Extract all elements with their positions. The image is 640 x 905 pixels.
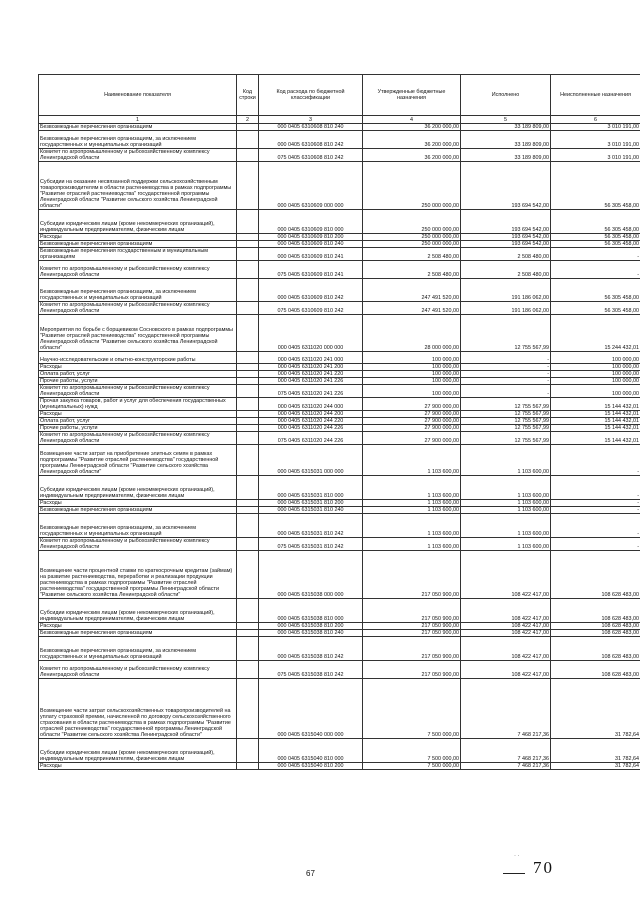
row-approved: 1 103 600,00 <box>363 445 461 476</box>
row-unexecuted: 108 628 483,00 <box>551 551 640 599</box>
row-unexecuted: - <box>551 507 640 514</box>
row-budget-code: 000 0405 6311020 241 226 <box>259 378 363 385</box>
row-code-cell <box>237 623 259 630</box>
row-code-cell <box>237 432 259 445</box>
table-row <box>39 551 640 599</box>
table-row <box>39 637 640 661</box>
row-code-cell <box>237 637 259 661</box>
row-budget-code: 000 0405 6311020 241 000 <box>259 352 363 364</box>
row-name: Безвозмездные перечисления организациям <box>39 241 237 248</box>
row-code-cell <box>237 248 259 261</box>
row-executed: 12 755 567,99 <box>461 398 551 411</box>
footer-dash <box>503 873 525 874</box>
row-code-cell <box>237 679 259 739</box>
row-executed: 12 755 567,99 <box>461 432 551 445</box>
budget-execution-table <box>38 74 640 770</box>
table-row <box>39 679 640 739</box>
row-unexecuted: 100 000,00 <box>551 378 640 385</box>
table-row <box>39 302 640 315</box>
row-approved: 250 000 000,00 <box>363 241 461 248</box>
row-name: Прочие работы, услуги <box>39 425 237 432</box>
row-approved: 27 900 000,00 <box>363 411 461 418</box>
row-budget-code: 075 0405 6310608 810 242 <box>259 149 363 162</box>
row-approved: 36 200 000,00 <box>363 149 461 162</box>
row-budget-code: 000 0405 6315031 810 240 <box>259 507 363 514</box>
row-budget-code: 000 0405 6310609 810 241 <box>259 248 363 261</box>
scan-specks: · · <box>514 853 520 859</box>
handwritten-sheet-number: 70 <box>533 858 554 877</box>
row-approved: 36 200 000,00 <box>363 124 461 131</box>
row-executed: 1 103 600,00 <box>461 476 551 500</box>
row-unexecuted: 100 000,00 <box>551 364 640 371</box>
row-approved: 100 000,00 <box>363 378 461 385</box>
table-row <box>39 599 640 623</box>
row-name: Научно-исследовательские и опытно-конструкторские работы <box>39 352 237 364</box>
row-code-cell <box>237 378 259 385</box>
row-executed: 191 186 062,00 <box>461 279 551 302</box>
row-code-cell <box>237 599 259 623</box>
row-unexecuted: 3 010 191,00 <box>551 149 640 162</box>
table-row <box>39 763 640 770</box>
row-name: Безвозмездные перечисления организациям, за исключением государственных и муниципальных организаций <box>39 637 237 661</box>
row-unexecuted: 108 628 483,00 <box>551 599 640 623</box>
table-row <box>39 661 640 679</box>
table-row <box>39 445 640 476</box>
table-row <box>39 500 640 507</box>
row-unexecuted: - <box>551 514 640 538</box>
row-executed: 1 103 600,00 <box>461 507 551 514</box>
header-row-code: Код строки <box>237 75 259 116</box>
row-executed: 2 508 480,00 <box>461 261 551 279</box>
row-name: Комитет по агропромышленному и рыбохозяйственному комплексу Ленинградской области <box>39 432 237 445</box>
table-row <box>39 385 640 398</box>
row-unexecuted: 15 144 432,01 <box>551 418 640 425</box>
row-approved: 247 491 520,00 <box>363 302 461 315</box>
row-code-cell <box>237 418 259 425</box>
row-approved: 7 500 000,00 <box>363 739 461 763</box>
row-unexecuted: 3 010 191,00 <box>551 124 640 131</box>
row-executed: 33 189 809,00 <box>461 124 551 131</box>
row-executed: 108 422 417,00 <box>461 637 551 661</box>
row-name: Субсидии юридическим лицам (кроме некоммерческих организаций), индивидуальным предпринимателям, физическим лицам <box>39 476 237 500</box>
row-executed: 12 755 567,99 <box>461 411 551 418</box>
row-executed: 108 422 417,00 <box>461 630 551 637</box>
row-budget-code: 000 0405 6315038 810 240 <box>259 630 363 637</box>
row-budget-code: 000 0405 6311020 244 226 <box>259 425 363 432</box>
row-code-cell <box>237 514 259 538</box>
row-budget-code: 000 0405 6310609 810 242 <box>259 279 363 302</box>
row-executed: 193 694 542,00 <box>461 162 551 210</box>
row-approved: 217 050 900,00 <box>363 623 461 630</box>
row-executed: 1 103 600,00 <box>461 500 551 507</box>
row-unexecuted: 108 628 483,00 <box>551 637 640 661</box>
row-approved: 247 491 520,00 <box>363 279 461 302</box>
row-budget-code: 000 0405 6310608 810 242 <box>259 131 363 149</box>
row-approved: 250 000 000,00 <box>363 162 461 210</box>
row-budget-code: 000 0405 6315040 000 000 <box>259 679 363 739</box>
row-name: Безвозмездные перечисления организациям, за исключением государственных и муниципальных организаций <box>39 514 237 538</box>
row-budget-code: 000 0405 6315031 000 000 <box>259 445 363 476</box>
row-unexecuted: 56 305 458,00 <box>551 279 640 302</box>
row-unexecuted: 15 144 432,01 <box>551 398 640 411</box>
row-executed: - <box>461 371 551 378</box>
row-unexecuted: 100 000,00 <box>551 371 640 378</box>
row-unexecuted: 56 305 458,00 <box>551 210 640 234</box>
row-approved: 7 500 000,00 <box>363 763 461 770</box>
table-row <box>39 739 640 763</box>
row-unexecuted: 100 000,00 <box>551 385 640 398</box>
page-number: 67 <box>306 869 315 878</box>
row-unexecuted: 15 244 432,01 <box>551 315 640 352</box>
row-budget-code: 000 0405 6310609 810 240 <box>259 241 363 248</box>
row-executed: - <box>461 378 551 385</box>
row-name: Субсидии юридическим лицам (кроме некоммерческих организаций), индивидуальным предпринимателям, физическим лицам <box>39 599 237 623</box>
row-unexecuted: - <box>551 445 640 476</box>
row-name: Расходы <box>39 411 237 418</box>
row-code-cell <box>237 763 259 770</box>
row-budget-code: 000 0405 6310608 810 240 <box>259 124 363 131</box>
row-code-cell <box>237 371 259 378</box>
row-code-cell <box>237 241 259 248</box>
row-unexecuted: 56 305 458,00 <box>551 162 640 210</box>
row-name: Субсидии на оказание несвязанной поддержки сельскохозяйственным товаропроизводителям в области растениеводства в рамках подпрограммы "Развитие отраслей растениеводства" государственной программы Ленинградской области "Развитие сельского хозяйства Ленинградской области" <box>39 162 237 210</box>
row-code-cell <box>237 538 259 551</box>
row-code-cell <box>237 476 259 500</box>
row-unexecuted: 108 628 483,00 <box>551 630 640 637</box>
row-budget-code: 000 0405 6310609 810 200 <box>259 234 363 241</box>
row-executed: 1 103 600,00 <box>461 538 551 551</box>
table-row <box>39 279 640 302</box>
row-budget-code: 000 0405 6315031 810 242 <box>259 514 363 538</box>
row-name: Оплата работ, услуг <box>39 371 237 378</box>
row-approved: 250 000 000,00 <box>363 210 461 234</box>
row-unexecuted: - <box>551 261 640 279</box>
row-code-cell <box>237 210 259 234</box>
row-executed: 108 422 417,00 <box>461 551 551 599</box>
row-budget-code: 075 0405 6315038 810 242 <box>259 661 363 679</box>
row-unexecuted: 31 782,64 <box>551 679 640 739</box>
table-row <box>39 538 640 551</box>
row-approved: 100 000,00 <box>363 364 461 371</box>
row-name: Прочая закупка товаров, работ и услуг для обеспечения государственных (муниципальных) нужд <box>39 398 237 411</box>
row-name: Безвозмездные перечисления государственным и муниципальным организациям <box>39 248 237 261</box>
row-executed: 33 189 809,00 <box>461 149 551 162</box>
row-name: Безвозмездные перечисления организациям <box>39 124 237 131</box>
table-row <box>39 364 640 371</box>
row-code-cell <box>237 551 259 599</box>
column-number: 3 <box>259 116 363 124</box>
row-unexecuted: 3 010 191,00 <box>551 131 640 149</box>
row-name: Субсидии юридическим лицам (кроме некоммерческих организаций), индивидуальным предпринимателям, физическим лицам <box>39 210 237 234</box>
row-code-cell <box>237 411 259 418</box>
row-budget-code: 000 0405 6315040 810 200 <box>259 763 363 770</box>
row-code-cell <box>237 234 259 241</box>
row-code-cell <box>237 352 259 364</box>
header-executed: Исполнено <box>461 75 551 116</box>
row-code-cell <box>237 131 259 149</box>
row-budget-code: 075 0405 6311020 241 226 <box>259 385 363 398</box>
row-approved: 100 000,00 <box>363 385 461 398</box>
row-unexecuted: 31 782,64 <box>551 763 640 770</box>
row-name: Субсидии юридическим лицам (кроме некоммерческих организаций), индивидуальным предпринимателям, физическим лицам <box>39 739 237 763</box>
row-unexecuted: 56 305 458,00 <box>551 241 640 248</box>
row-name: Безвозмездные перечисления организациям, за исключением государственных и муниципальных организаций <box>39 131 237 149</box>
row-approved: 250 000 000,00 <box>363 234 461 241</box>
row-name: Расходы <box>39 763 237 770</box>
row-approved: 1 103 600,00 <box>363 500 461 507</box>
row-budget-code: 000 0405 6311020 000 000 <box>259 315 363 352</box>
header-approved: Утвержденные бюджетные назначения <box>363 75 461 116</box>
row-code-cell <box>237 302 259 315</box>
row-executed: 191 186 062,00 <box>461 302 551 315</box>
row-approved: 100 000,00 <box>363 371 461 378</box>
row-unexecuted: 15 144 432,01 <box>551 425 640 432</box>
row-approved: 27 900 000,00 <box>363 425 461 432</box>
row-budget-code: 000 0405 6315038 810 200 <box>259 623 363 630</box>
row-budget-code: 000 0405 6311020 244 220 <box>259 418 363 425</box>
table-row <box>39 476 640 500</box>
row-budget-code: 000 0405 6311020 241 200 <box>259 364 363 371</box>
row-name: Комитет по агропромышленному и рыбохозяйственному комплексу Ленинградской области <box>39 385 237 398</box>
row-code-cell <box>237 398 259 411</box>
table-row <box>39 124 640 131</box>
row-executed: 12 755 567,99 <box>461 418 551 425</box>
row-name: Комитет по агропромышленному и рыбохозяйственному комплексу Ленинградской области <box>39 149 237 162</box>
table-row <box>39 234 640 241</box>
row-approved: 1 103 600,00 <box>363 507 461 514</box>
table-row <box>39 418 640 425</box>
row-code-cell <box>237 630 259 637</box>
row-code-cell <box>237 661 259 679</box>
row-name: Возмещение части затрат на приобретение элитных семян в рамках подпрограммы "Развитие отраслей растениеводства" государственной программы Ленинградской области "Развитие сельского хозяйства Ленинградской области" <box>39 445 237 476</box>
column-number: 1 <box>39 116 237 124</box>
row-code-cell <box>237 124 259 131</box>
table-row <box>39 425 640 432</box>
table-row <box>39 623 640 630</box>
table-header-row <box>39 75 640 116</box>
row-approved: 2 508 480,00 <box>363 261 461 279</box>
table-row <box>39 411 640 418</box>
table-row <box>39 371 640 378</box>
row-approved: 27 900 000,00 <box>363 418 461 425</box>
row-code-cell <box>237 364 259 371</box>
table-row <box>39 131 640 149</box>
row-approved: 2 508 480,00 <box>363 248 461 261</box>
table-row <box>39 378 640 385</box>
row-budget-code: 000 0405 6311020 244 000 <box>259 398 363 411</box>
row-budget-code: 000 0405 6315031 810 200 <box>259 500 363 507</box>
row-name: Расходы <box>39 623 237 630</box>
row-executed: 193 694 542,00 <box>461 210 551 234</box>
row-code-cell <box>237 425 259 432</box>
table-row <box>39 398 640 411</box>
row-budget-code: 000 0405 6315031 810 000 <box>259 476 363 500</box>
row-budget-code: 000 0405 6315038 000 000 <box>259 551 363 599</box>
row-budget-code: 075 0405 6310609 810 241 <box>259 261 363 279</box>
row-unexecuted: 15 144 432,01 <box>551 411 640 418</box>
row-name: Комитет по агропромышленному и рыбохозяйственному комплексу Ленинградской области <box>39 661 237 679</box>
row-budget-code: 000 0405 6310609 810 000 <box>259 210 363 234</box>
row-budget-code: 075 0405 6315031 810 242 <box>259 538 363 551</box>
row-budget-code: 000 0405 6311020 244 200 <box>259 411 363 418</box>
row-name: Безвозмездные перечисления организациям, за исключением государственных и муниципальных организаций <box>39 279 237 302</box>
row-code-cell <box>237 445 259 476</box>
table-row <box>39 507 640 514</box>
row-name: Безвозмездные перечисления организациям <box>39 630 237 637</box>
row-name: Оплата работ, услуг <box>39 418 237 425</box>
table-row <box>39 149 640 162</box>
row-budget-code: 000 0405 6315038 810 242 <box>259 637 363 661</box>
row-code-cell <box>237 279 259 302</box>
row-code-cell <box>237 739 259 763</box>
row-executed: 193 694 542,00 <box>461 241 551 248</box>
table-row <box>39 352 640 364</box>
row-executed: 7 468 217,36 <box>461 679 551 739</box>
row-approved: 27 900 000,00 <box>363 398 461 411</box>
row-code-cell <box>237 500 259 507</box>
row-name: Расходы <box>39 364 237 371</box>
row-budget-code: 000 0405 6310609 000 000 <box>259 162 363 210</box>
row-unexecuted: 108 628 483,00 <box>551 623 640 630</box>
row-executed: 7 468 217,36 <box>461 739 551 763</box>
row-approved: 27 900 000,00 <box>363 432 461 445</box>
column-number: 4 <box>363 116 461 124</box>
row-name: Расходы <box>39 234 237 241</box>
row-executed: - <box>461 352 551 364</box>
row-approved: 217 050 900,00 <box>363 599 461 623</box>
row-budget-code: 000 0405 6311020 241 220 <box>259 371 363 378</box>
table-row <box>39 432 640 445</box>
row-unexecuted: 108 628 483,00 <box>551 661 640 679</box>
row-executed: 193 694 542,00 <box>461 234 551 241</box>
row-approved: 1 103 600,00 <box>363 514 461 538</box>
row-unexecuted: - <box>551 500 640 507</box>
row-code-cell <box>237 149 259 162</box>
row-approved: 1 103 600,00 <box>363 476 461 500</box>
row-name: Безвозмездные перечисления организациям <box>39 507 237 514</box>
table-row <box>39 315 640 352</box>
row-executed: 108 422 417,00 <box>461 623 551 630</box>
row-unexecuted: 31 782,64 <box>551 739 640 763</box>
row-executed: 1 103 600,00 <box>461 445 551 476</box>
row-code-cell <box>237 315 259 352</box>
row-approved: 217 050 900,00 <box>363 637 461 661</box>
row-name: Возмещение части процентной ставки по краткосрочным кредитам (займам) на развитие растениеводства, переработки и реализации продукции растениеводства в рамках подпрограммы "Развитие отраслей растениеводства" государственной программы Ленинградской области "Развитие сельского хозяйства Ленинградской области" <box>39 551 237 599</box>
row-budget-code: 000 0405 6315040 810 000 <box>259 739 363 763</box>
table-row <box>39 241 640 248</box>
row-code-cell <box>237 385 259 398</box>
table-row <box>39 261 640 279</box>
column-number-row <box>39 116 640 124</box>
row-name: Комитет по агропромышленному и рыбохозяйственному комплексу Ленинградской области <box>39 538 237 551</box>
row-name: Возмещение части затрат сельскохозяйственных товаропроизводителей на уплату страховой премии, начисленной по договору сельскохозяйственного страхования в области растениеводства в рамках подпрограммы "Развитие отраслей растениеводства" государственной программы Ленинградской области "Развитие сельского хозяйства Ленинградской области" <box>39 679 237 739</box>
column-number: 2 <box>237 116 259 124</box>
row-executed: - <box>461 364 551 371</box>
row-approved: 36 200 000,00 <box>363 131 461 149</box>
row-executed: 2 508 480,00 <box>461 248 551 261</box>
row-unexecuted: 15 144 432,01 <box>551 432 640 445</box>
row-unexecuted: - <box>551 476 640 500</box>
header-indicator-name: Наименование показателя <box>39 75 237 116</box>
row-unexecuted: 100 000,00 <box>551 352 640 364</box>
row-budget-code: 075 0405 6311020 244 226 <box>259 432 363 445</box>
row-approved: 100 000,00 <box>363 352 461 364</box>
row-code-cell <box>237 162 259 210</box>
header-budget-code: Код расхода по бюджетной классификации <box>259 75 363 116</box>
row-executed: 108 422 417,00 <box>461 599 551 623</box>
table-body <box>39 124 640 770</box>
row-name: Расходы <box>39 500 237 507</box>
row-unexecuted: - <box>551 248 640 261</box>
row-approved: 217 050 900,00 <box>363 551 461 599</box>
row-executed: 12 755 567,99 <box>461 315 551 352</box>
table-row <box>39 630 640 637</box>
row-executed: 1 103 600,00 <box>461 514 551 538</box>
row-code-cell <box>237 261 259 279</box>
row-name: Мероприятия по борьбе с борщевиком Сосновского в рамках подпрограммы "Развитие отраслей растениеводства" государственной программы Ленинградской области "Развитие сельского хозяйства Ленинградской области" <box>39 315 237 352</box>
row-executed: 108 422 417,00 <box>461 661 551 679</box>
header-unexecuted: Неисполненные назначения <box>551 75 640 116</box>
table-row <box>39 162 640 210</box>
row-executed: 33 189 809,00 <box>461 131 551 149</box>
column-number: 6 <box>551 116 640 124</box>
column-number: 5 <box>461 116 551 124</box>
row-approved: 217 050 900,00 <box>363 661 461 679</box>
row-unexecuted: 56 305 458,00 <box>551 302 640 315</box>
row-executed: 12 755 567,99 <box>461 425 551 432</box>
row-name: Прочие работы, услуги <box>39 378 237 385</box>
row-budget-code: 075 0405 6310609 810 242 <box>259 302 363 315</box>
row-approved: 28 000 000,00 <box>363 315 461 352</box>
row-executed: 7 468 217,36 <box>461 763 551 770</box>
row-executed: - <box>461 385 551 398</box>
table-row <box>39 514 640 538</box>
row-approved: 1 103 600,00 <box>363 538 461 551</box>
row-code-cell <box>237 507 259 514</box>
row-approved: 7 500 000,00 <box>363 679 461 739</box>
row-unexecuted: 56 305 458,00 <box>551 234 640 241</box>
row-approved: 217 050 900,00 <box>363 630 461 637</box>
table-row <box>39 210 640 234</box>
table-row <box>39 248 640 261</box>
row-name: Комитет по агропромышленному и рыбохозяйственному комплексу Ленинградской области <box>39 261 237 279</box>
row-name: Комитет по агропромышленному и рыбохозяйственному комплексу Ленинградской области <box>39 302 237 315</box>
row-budget-code: 000 0405 6315038 810 000 <box>259 599 363 623</box>
row-unexecuted: - <box>551 538 640 551</box>
